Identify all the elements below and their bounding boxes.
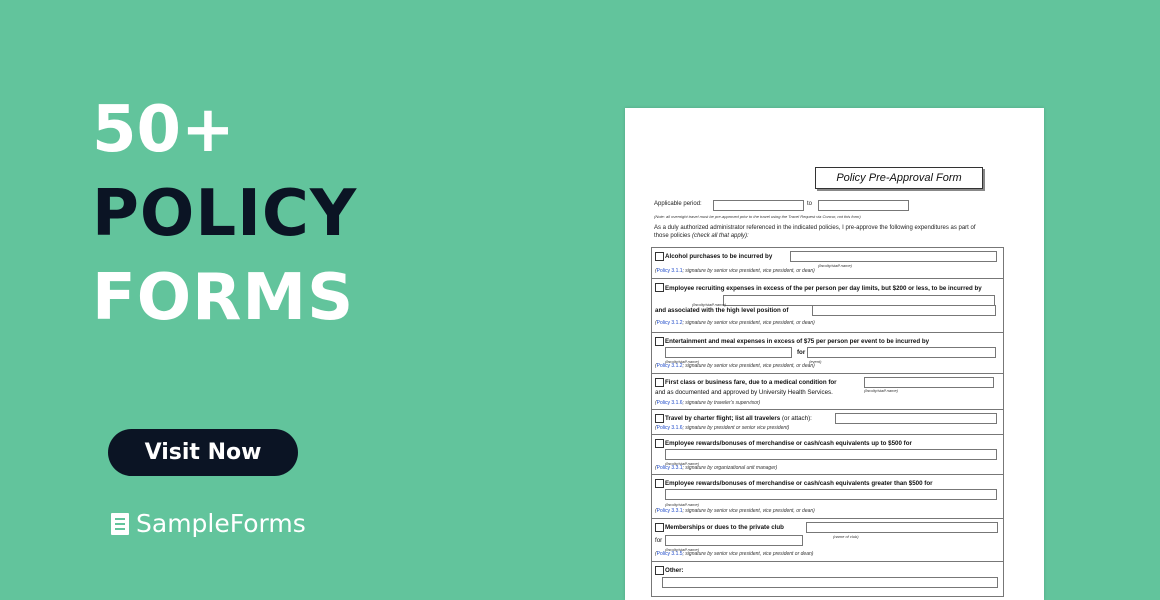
first-class-policy: (Policy 3.1.6; signature by traveler's supervisor): [655, 400, 761, 406]
recruiting-policy: (Policy 3.1.2; signature by senior vice president, vice president, or dean): [655, 320, 815, 326]
alcohol-policy: (Policy 3.1.1; signature by senior vice president, vice president, or dean): [655, 268, 815, 274]
alcohol-policy-text: ; signature by senior vice president, vice president, or dean): [682, 268, 815, 274]
recruiting-policy-text: ; signature by senior vice president, vice president, or dean): [682, 320, 815, 326]
memberships-label: Memberships or dues to the private club: [665, 524, 784, 531]
document-icon: [110, 512, 130, 536]
charter-policy-text: ; signature by president or senior vice president): [682, 425, 790, 431]
section-alcohol: [652, 248, 1003, 279]
recruiting-name-hint: (faculty/staff name): [692, 302, 727, 307]
rewards-low-policy: (Policy 3.3.1; signature by organizational unit manager): [655, 465, 778, 471]
checkbox-rewards-low[interactable]: [655, 439, 664, 448]
rewards-high-policy-link[interactable]: Policy 3.3.1: [656, 508, 683, 514]
travel-note: (Note: all overnight travel must be pre-approved prior to the travel using the Travel Request via Concur, not this form): [654, 214, 861, 219]
alcohol-label: Alcohol purchases to be incurred by: [665, 253, 773, 260]
checkbox-rewards-high[interactable]: [655, 479, 664, 488]
rewards-high-label: Employee rewards/bonuses of merchandise or cash/cash equivalents greater than $500 for: [665, 480, 933, 487]
period-label: Applicable period:: [654, 201, 702, 207]
section-charter: [652, 410, 1003, 435]
checkbox-other[interactable]: [655, 566, 664, 575]
memberships-policy: (Policy 3.1.5; signature by senior vice president, vice president or dean): [655, 551, 814, 557]
first-class-label-2: and as documented and approved by University Health Services.: [655, 389, 833, 396]
rewards-low-label: Employee rewards/bonuses of merchandise or cash/cash equivalents up to $500 for: [665, 440, 912, 447]
entertainment-label: Entertainment and meal expenses in excess of $75 per person per event to be incurred by: [665, 338, 930, 345]
memberships-policy-text: ; signature by senior vice president, vice president or dean): [682, 551, 814, 557]
entertainment-name-field[interactable]: [665, 347, 792, 358]
brand-logo[interactable]: [110, 509, 306, 538]
intro-check-note: (check all that apply):: [692, 233, 749, 239]
memberships-name-field[interactable]: [665, 535, 803, 546]
first-class-label: First class or business fare, due to a medical condition for: [665, 379, 837, 386]
first-class-policy-link[interactable]: Policy 3.1.6: [656, 400, 683, 406]
section-entertainment: [652, 333, 1003, 374]
recruiting-position-label: and associated with the high level position of: [655, 307, 789, 314]
entertainment-policy-text: ; signature by senior vice president, vice president, or dean): [682, 363, 815, 369]
checkbox-charter[interactable]: [655, 414, 664, 423]
section-rewards-low: [652, 435, 1003, 475]
alcohol-policy-link[interactable]: Policy 3.1.1: [656, 268, 683, 274]
rewards-high-name-field[interactable]: [665, 489, 997, 500]
first-class-name-hint: (faculty/staff name): [864, 388, 899, 393]
rewards-high-policy: (Policy 3.3.1; signature by senior vice president, vice president, or dean): [655, 508, 815, 514]
entertainment-name-hint: (faculty/staff name): [665, 359, 700, 364]
entertainment-for-label: for: [797, 349, 806, 356]
entertainment-event-field[interactable]: [807, 347, 996, 358]
entertainment-event-hint: (event): [809, 359, 822, 364]
period-end-field[interactable]: [818, 200, 909, 211]
checkbox-entertainment[interactable]: [655, 337, 664, 346]
checkbox-memberships[interactable]: [655, 523, 664, 532]
other-label: Other:: [665, 567, 684, 574]
memberships-club-hint: (name of club): [833, 534, 859, 539]
first-class-name-field[interactable]: [864, 377, 994, 388]
charter-label-extra: (or attach):: [781, 415, 812, 422]
memberships-club-field[interactable]: [806, 522, 998, 533]
form-preview[interactable]: [625, 108, 1044, 600]
other-field[interactable]: [662, 577, 998, 588]
charter-label: [665, 415, 812, 422]
checkbox-recruiting[interactable]: [655, 283, 664, 292]
recruiting-policy-link[interactable]: Policy 3.1.2: [656, 320, 683, 326]
section-memberships: [652, 519, 1003, 562]
rewards-low-policy-link[interactable]: Policy 3.3.1: [656, 465, 683, 471]
hero-policy: POLICY: [92, 177, 358, 251]
charter-label-text: Travel by charter flight; list all travelers: [665, 415, 781, 422]
visit-now-button[interactable]: Visit Now: [108, 429, 298, 476]
intro-text: [654, 224, 984, 240]
entertainment-policy-link[interactable]: Policy 3.1.2: [656, 363, 683, 369]
section-first-class: [652, 374, 1003, 410]
checkbox-alcohol[interactable]: [655, 252, 664, 261]
period-start-field[interactable]: [713, 200, 804, 211]
checkbox-first-class[interactable]: [655, 378, 664, 387]
rewards-high-policy-text: ; signature by senior vice president, vice president, or dean): [682, 508, 815, 514]
rewards-low-name-field[interactable]: [665, 449, 997, 460]
entertainment-policy: (Policy 3.1.2; signature by senior vice president, vice president, or dean): [655, 363, 815, 369]
memberships-name-hint: (faculty/staff name): [665, 547, 700, 552]
recruiting-label: Employee recruiting expenses in excess of the per person per day limits, but $200 or less, to be incurred by: [665, 285, 982, 292]
section-rewards-high: [652, 475, 1003, 519]
charter-policy-link[interactable]: Policy 3.1.6: [656, 425, 683, 431]
rewards-low-name-hint: (faculty/staff name): [665, 461, 700, 466]
memberships-policy-link[interactable]: Policy 3.1.5: [656, 551, 683, 557]
charter-travelers-field[interactable]: [835, 413, 997, 424]
alcohol-name-field[interactable]: [790, 251, 997, 262]
memberships-for-label: for: [655, 537, 663, 544]
hero-count: 50+: [92, 93, 235, 167]
first-class-policy-text: ; signature by traveler's supervisor): [682, 400, 761, 406]
rewards-low-policy-text: ; signature by organizational unit manager): [682, 465, 778, 471]
intro-body: As a duly authorized administrator referenced in the indicated policies, I pre-approve the following expenditures as part of those policies: [654, 225, 976, 239]
section-other: [652, 562, 1003, 596]
charter-policy: (Policy 3.1.6; signature by president or senior vice president): [655, 425, 790, 431]
rewards-high-name-hint: (faculty/staff name): [665, 502, 700, 507]
brand-name: SampleForms: [136, 509, 306, 538]
period-to-label: to: [807, 201, 813, 207]
recruiting-position-field[interactable]: [812, 305, 996, 316]
section-recruiting: [652, 279, 1003, 333]
policy-checklist: [651, 247, 1004, 597]
form-title: Policy Pre-Approval Form: [815, 167, 983, 189]
alcohol-name-hint: (faculty/staff name): [818, 263, 853, 268]
hero-forms: FORMS: [92, 261, 355, 335]
hero-headline: [92, 88, 357, 340]
